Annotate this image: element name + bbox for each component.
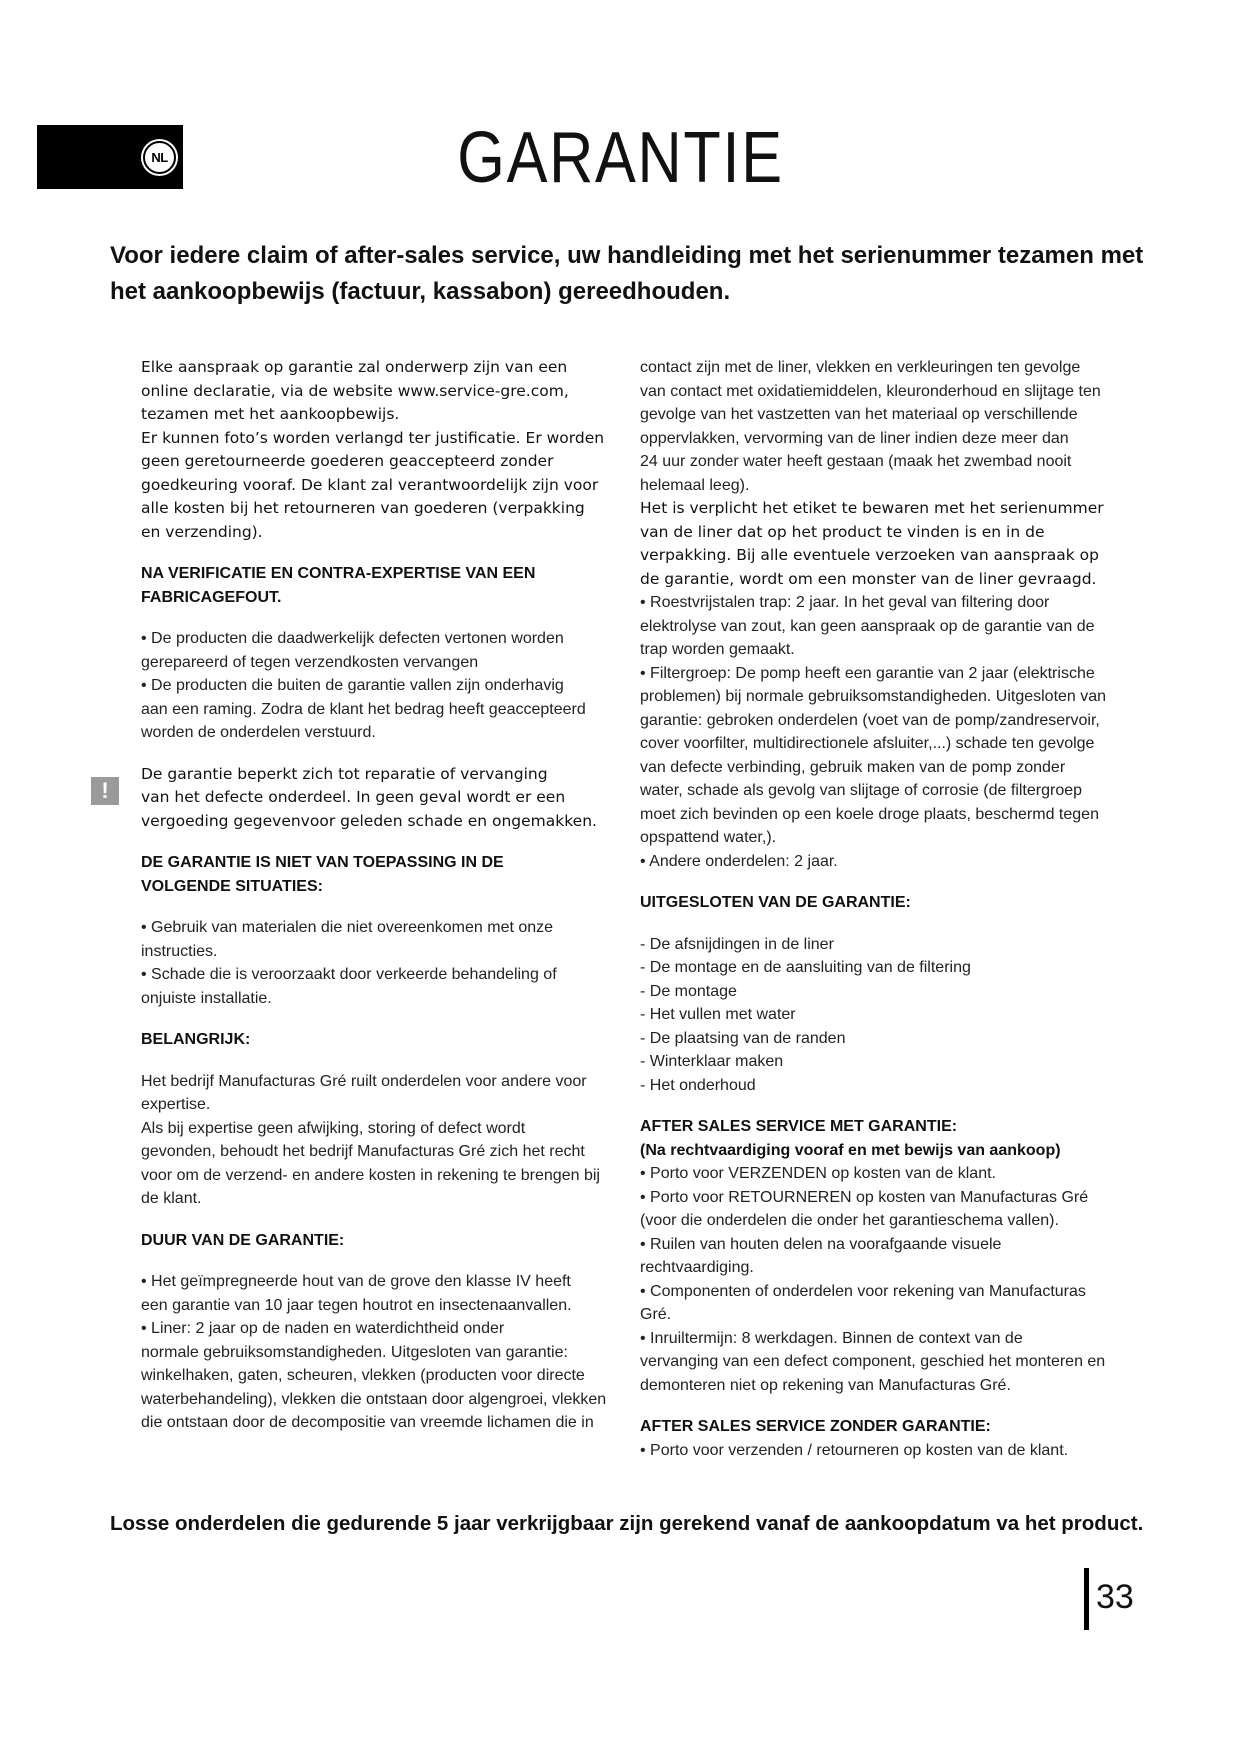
list-item: • Schade die is veroorzaakt door verkeerde behandeling of — [141, 966, 557, 983]
list-item: waterbehandeling), vlekken die ontstaan door algengroei, vlekken — [141, 1390, 607, 1408]
text-line: en verzending). — [141, 522, 263, 541]
list-item: • Liner: 2 jaar op de naden en waterdichtheid onder — [141, 1320, 505, 1337]
page-title: GARANTIE — [457, 118, 784, 198]
list-item: • Porto voor VERZENDEN op kosten van de klant. — [640, 1165, 996, 1182]
service-without-warranty-list — [640, 1439, 1110, 1463]
section-heading: BELANGRIJK: — [141, 1031, 251, 1048]
text-line: Het bedrijf Manufacturas Gré ruilt onderdelen voor andere voor — [141, 1072, 587, 1090]
list-item: • Gebruik van materialen die niet overeenkomen met onze — [141, 919, 554, 936]
list-item: trap worden gemaakt. — [640, 641, 795, 658]
warning-icon: ! — [91, 777, 119, 805]
text-line: 24 uur zonder water heeft gestaan (maak het zwembad nooit — [640, 453, 1072, 470]
right-column — [640, 356, 1110, 1462]
intro-text: Voor iedere claim of after-sales service, uw handleiding met het serienummer tezamen met het aankoopbewijs (factuur, kassabon) gereedhouden. — [110, 242, 1144, 305]
list-item: van defecte verbinding, gebruik maken van de pomp zonder — [640, 758, 1066, 776]
list-item: • Componenten of onderdelen voor rekening van Manufacturas — [640, 1282, 1086, 1300]
components-list — [640, 591, 1110, 873]
list-item: • Ruilen van houten delen na voorafgaande visuele — [640, 1235, 1002, 1253]
list-item: garantie: gebroken onderdelen (voet van de pomp/zandreservoir, — [640, 711, 1100, 729]
list-item: - De montage — [640, 982, 737, 1000]
list-item: • Roestvrijstalen trap: 2 jaar. In het geval van filtering door — [640, 594, 1050, 611]
text-line: geen geretourneerde goederen geaccepteerd zonder — [141, 452, 554, 470]
liner-continuation — [640, 356, 1110, 497]
list-item: cover voorfilter, multidirectionele afsluiter,...) schade ten gevolge — [640, 735, 1095, 752]
spare-parts-note: Losse onderdelen die gedurende 5 jaar verkrijgbaar zijn gerekend vanaf de aankoopdatum va het product. — [110, 1512, 1144, 1535]
service-with-warranty-list — [640, 1162, 1110, 1397]
text-line: tezamen met het aankoopbewijs. — [141, 405, 400, 423]
list-item: - Winterklaar maken — [640, 1053, 784, 1070]
text-line: goedkeuring vooraf. De klant zal verantwoordelijk zijn voor — [141, 475, 599, 494]
list-item: demonteren niet op rekening van Manufacturas Gré. — [640, 1376, 1011, 1394]
list-item: • Filtergroep: De pomp heeft een garantie van 2 jaar (elektrische — [640, 664, 1095, 682]
left-column — [141, 356, 611, 1435]
section-heading: DUUR VAN DE GARANTIE: — [141, 1231, 345, 1249]
list-item: aan een raming. Zodra de klant het bedrag heeft geaccepteerd — [141, 700, 586, 718]
list-item: • Porto voor RETOURNEREN op kosten van Manufacturas Gré — [640, 1188, 1089, 1206]
list-item: een garantie van 10 jaar tegen houtrot en insectenaanvallen. — [141, 1296, 572, 1314]
list-item: • Andere onderdelen: 2 jaar. — [640, 852, 838, 870]
section-heading: NA VERIFICATIE EN CONTRA-EXPERTISE VAN EEN FABRICAGEFOUT. — [141, 565, 536, 606]
text-line: de klant. — [141, 1190, 202, 1207]
list-item: worden de onderdelen verstuurd. — [141, 724, 376, 741]
list-item: (voor die onderdelen die onder het garantieschema vallen). — [640, 1212, 1059, 1229]
section-heading: DE GARANTIE IS NIET VAN TOEPASSING IN DE VOLGENDE SITUATIES: — [141, 854, 504, 895]
text-line: Elke aanspraak op garantie zal onderwerp zijn van een — [141, 358, 568, 376]
text-line: gevonden, behoudt het bedrijf Manufacturas Gré zich het recht — [141, 1143, 585, 1160]
list-item: moet zich bevinden op een koele droge plaats, beschermd tegen — [640, 805, 1099, 823]
text-line: van de liner dat op het product te vinden is en in de — [640, 522, 1045, 541]
text-line: Er kunnen foto’s worden verlangd ter justificatie. Er worden — [141, 428, 605, 447]
text-line: vergoeding gegevenvoor geleden schade en ongemakken. — [141, 811, 597, 830]
section-heading: AFTER SALES SERVICE MET GARANTIE: (Na rechtvaardiging vooraf en met bewijs van aankoop) — [640, 1118, 1061, 1159]
verification-list — [141, 627, 611, 745]
text-line: De garantie beperkt zich tot reparatie of vervanging — [141, 764, 548, 783]
language-badge: NL — [143, 141, 176, 174]
text-line: verpakking. Bij alle eventuele verzoeken van aanspraak op — [640, 546, 1099, 564]
list-item: problemen) bij normale gebruiksomstandigheden. Uitgesloten van — [640, 688, 1107, 705]
text-line: Als bij expertise geen afwijking, storing of defect wordt — [141, 1119, 526, 1137]
list-item: vervanging van een defect component, geschied het monteren en — [640, 1353, 1106, 1370]
important-paragraph — [141, 1070, 611, 1211]
warning-paragraph — [141, 763, 611, 834]
list-item: gerepareerd of tegen verzendkosten vervangen — [141, 653, 479, 671]
duration-list — [141, 1270, 611, 1435]
list-item: - De montage en de aansluiting van de filtering — [640, 959, 971, 976]
intro-paragraph — [141, 356, 611, 544]
list-item: elektrolyse van zout, kan geen aanspraak op de garantie van de — [640, 617, 1095, 635]
text-line: gevolge van het vastzetten van het materiaal op verschillende — [640, 406, 1078, 423]
list-item: die ontstaan door de decompositie van vreemde lichamen die in — [141, 1414, 594, 1431]
list-item: - Het vullen met water — [640, 1006, 796, 1023]
label-paragraph — [640, 497, 1110, 591]
list-item: instructies. — [141, 942, 218, 960]
section-heading: AFTER SALES SERVICE ZONDER GARANTIE: — [640, 1418, 991, 1435]
section-heading: UITGESLOTEN VAN DE GARANTIE: — [640, 894, 911, 911]
list-item: normale gebruiksomstandigheden. Uitgesloten van garantie: — [141, 1343, 568, 1361]
list-item: • Inruiltermijn: 8 werkdagen. Binnen de context van de — [640, 1329, 1023, 1347]
text-line: van het defecte onderdeel. In geen geval wordt er een — [141, 788, 566, 806]
list-item: water, schade als gevolg van slijtage of corrosie (de filtergroep — [640, 782, 1083, 799]
list-item: onjuiste installatie. — [141, 989, 272, 1007]
list-item: - De afsnijdingen in de liner — [640, 935, 834, 953]
list-item: winkelhaken, gaten, scheuren, vlekken (producten voor directe — [141, 1367, 585, 1384]
text-line: online declaratie, via de website www.service-gre.com, — [141, 381, 569, 400]
text-line: helemaal leeg). — [640, 476, 750, 494]
text-line: Het is verplicht het etiket te bewaren met het serienummer — [640, 499, 1104, 517]
list-item: - Het onderhoud — [640, 1076, 756, 1094]
list-item: opspattend water,). — [640, 829, 777, 846]
text-line: voor om de verzend- en andere kosten in rekening te brengen bij — [141, 1166, 600, 1184]
exclusion-situations-list — [141, 916, 611, 1010]
text-line: oppervlakken, vervorming van de liner indien deze meer dan — [640, 429, 1069, 447]
list-item: - De plaatsing van de randen — [640, 1029, 846, 1047]
text-line: de garantie, wordt om een monster van de liner gevraagd. — [640, 569, 1097, 588]
text-line: contact zijn met de liner, vlekken en verkleuringen ten gevolge — [640, 359, 1081, 376]
page-number-bar — [1084, 1568, 1089, 1630]
text-line: expertise. — [141, 1096, 211, 1113]
excluded-list — [640, 933, 1110, 1098]
list-item: • Het geïmpregneerde hout van de grove den klasse IV heeft — [141, 1273, 571, 1290]
page-number: 33 — [1096, 1578, 1134, 1616]
list-item: • De producten die buiten de garantie vallen zijn onderhavig — [141, 677, 564, 694]
list-item: • De producten die daadwerkelijk defecten vertonen worden — [141, 630, 564, 647]
list-item: rechtvaardiging. — [640, 1259, 754, 1276]
list-item: Gré. — [640, 1306, 672, 1323]
list-item: • Porto voor verzenden / retourneren op kosten van de klant. — [640, 1441, 1069, 1459]
text-line: van contact met oxidatiemiddelen, kleuronderhoud en slijtage ten — [640, 382, 1101, 400]
text-line: alle kosten bij het retourneren van goederen (verpakking — [141, 499, 585, 517]
